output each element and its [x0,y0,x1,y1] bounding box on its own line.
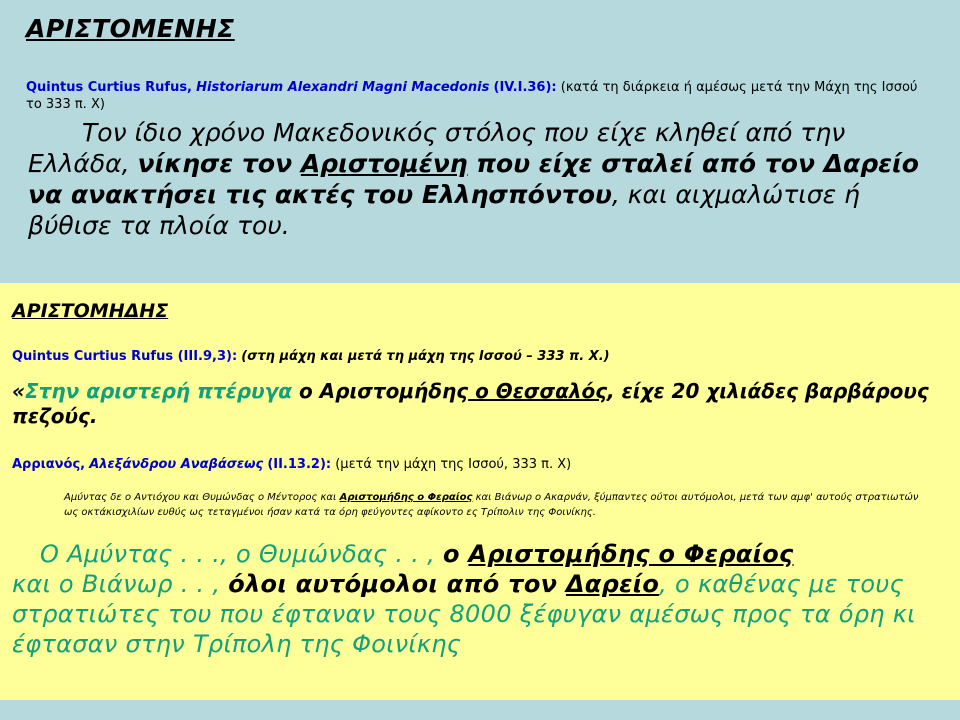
ancient-greek-quote [64,490,934,520]
text-bold: νίκησε τον [137,149,301,178]
greek-part: και Βιάνωρ ο Ακαρνάν, ξύμπαντες ούτοι αυτόμολοι, μετά των αμφ' αυτούς στρατιωτών ως οκτάκισχιλίων ευθύς ως τεταγμένοι ήσαν κατά τα όρη φεύγοντες αφίκοντο ες Τρίπολιν της Φοινίκης. [64,492,919,518]
translation-bold: ο [442,540,469,568]
quote-name: ο Αριστομήδης [292,379,469,403]
text-bold: που είχε σταλεί από τον Δαρείο να ανακτήσει τις ακτές του Ελλησπόντου [28,149,919,209]
source-note: (μετά την μάχη της Ισσού, 333 π. Χ) [335,457,572,472]
text-part: , και αιχμαλώτισε ή βύθισε τα πλοία του. [28,180,860,240]
translation-underlined: Αριστομήδης ο Φεραίος [468,540,794,568]
source-ref: (II.13.2): [267,457,332,472]
text-name-underlined: Αριστομένη [300,149,468,178]
source-curtius-iii [12,348,942,365]
greek-underlined: Αριστομήδης ο Φεραίος [339,492,473,503]
quote-green: Στην αριστερή πτέρυγα [25,379,292,403]
source-work: Historiarum Alexandri Magni Macedonis [196,80,490,95]
source-author: Quintus Curtius Rufus, [26,80,192,95]
quote-underlined: ο Θεσσαλός [468,379,608,403]
source-work: Αλεξάνδρου Αναβάσεως [89,457,264,472]
source-curtius-iv [26,79,936,113]
source-note: (κατά τη διάρκεια ή αμέσως μετά την Μάχη της Ισσού το 333 π. Χ) [26,80,918,112]
translation-underlined: Δαρείο [565,570,660,598]
translation-bold: όλοι αυτόμολοι από τον [228,570,566,598]
paragraph-aristomenis [28,117,948,241]
heading-aristomenis: ΑΡΙΣΤΟΜΕΝΗΣ [26,14,235,43]
translation-part: , ο καθένας με τους στρατιώτες του που έφταναν τους 8000 ξέφυγαν αμέσως προς τα όρη κι έφτασαν στην Τρίπολη της Φοινίκης [12,570,916,658]
source-arrian [12,456,942,473]
translation-part: Ο Αμύντας . . ., ο Θυμώνδας . . , [40,540,443,568]
source-author: Quintus Curtius Rufus (III.9,3): [12,349,238,364]
quote-left-wing [12,379,942,429]
text-part: Τον ίδιο χρόνο Μακεδονικός στόλος που είχε κληθεί από την Ελλάδα, [28,118,846,178]
translation-paragraph [12,539,960,659]
source-ref: (IV.I.36): [493,80,557,95]
source-author: Αρριανός, [12,457,86,472]
translation-part: και ο Βιάνωρ . . , [12,570,229,598]
quote-rest: , είχε 20 χιλιάδες βαρβάρους πεζούς. [12,379,929,428]
heading-aristomidis: ΑΡΙΣΤΟΜΗΔΗΣ [12,300,169,322]
greek-part: Αμύντας δε ο Αντιόχου και Θυμώνδας ο Μέντορος και [64,492,340,503]
quote-mark: « [12,379,25,403]
source-note: (στη μάχη και μετά τη μάχη της Ισσού – 333 π. Χ.) [241,349,610,364]
